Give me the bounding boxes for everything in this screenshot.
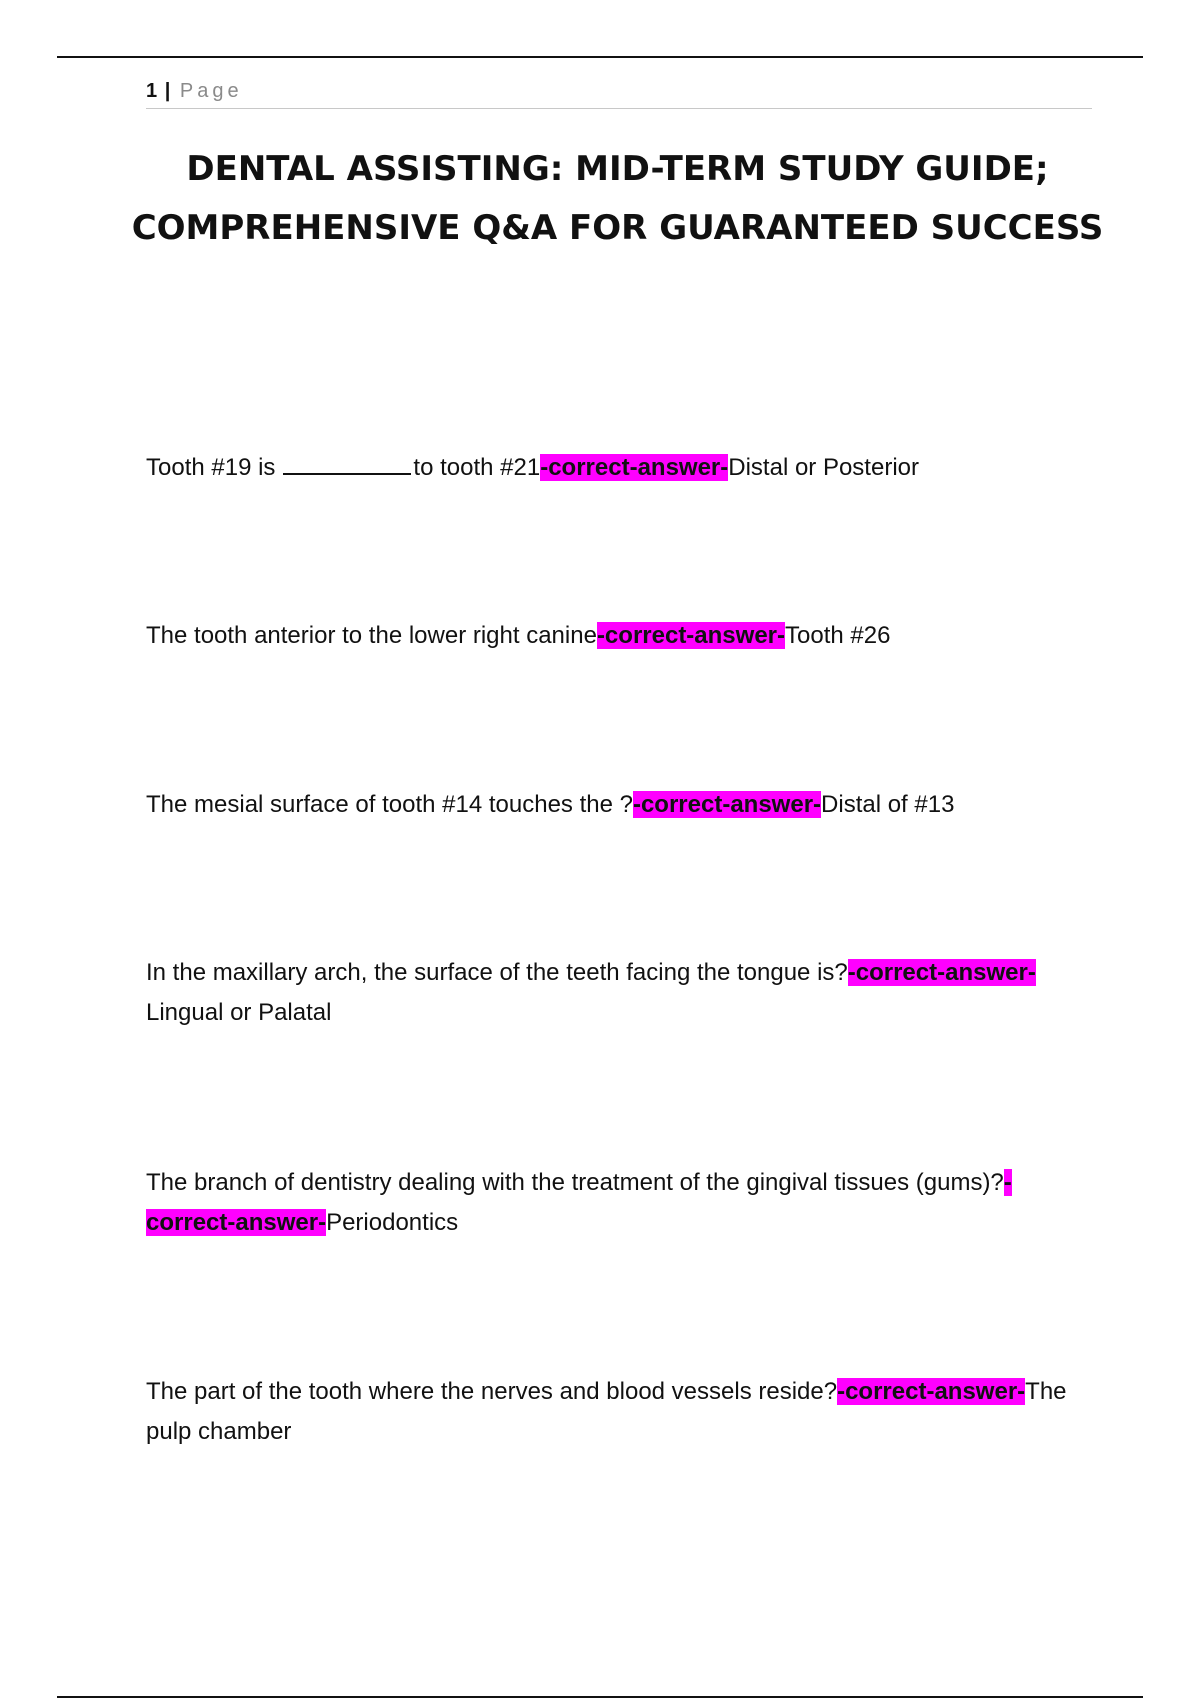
answer-text: Tooth #26 [785,622,891,649]
document-title: DENTAL ASSISTING: MID-TERM STUDY GUIDE; COMPREHENSIVE Q&A FOR GUARANTEED SUCCESS [131,149,1104,248]
answer-text: The pulp chamber [146,1378,1067,1445]
question-text: The mesial surface of tooth #14 touches the ? [146,791,633,818]
bottom-rule [57,1696,1143,1698]
top-rule [57,56,1143,58]
answer-marker: -correct-answer- [632,791,822,818]
fill-in-blank [283,451,411,475]
qa-item-4 [146,953,1096,1033]
page-separator: | [164,80,171,102]
answer-marker: -correct-answer- [847,959,1036,986]
qa-item-1 [146,448,1096,488]
answer-text: Distal of #13 [821,791,955,818]
page-header [146,78,1092,109]
qa-item-2 [146,616,1096,656]
qa-item-5 [146,1163,1096,1243]
answer-marker: -correct-answer- [837,1378,1026,1405]
page-label: Page [179,80,243,102]
page-number: 1 [146,80,158,102]
answer-text: Distal or Posterior [728,454,919,481]
question-text: Tooth #19 is [146,454,276,481]
question-text: to tooth #21 [413,454,541,481]
question-text: The part of the tooth where the nerves and blood vessels reside? [146,1378,838,1405]
question-text: In the maxillary arch, the surface of the teeth facing the tongue is? [146,959,848,986]
answer-marker: -correct-answer- [146,1169,1012,1236]
answer-text: Lingual or Palatal [146,999,332,1026]
answer-text: Periodontics [326,1209,459,1236]
question-text: The tooth anterior to the lower right canine [146,622,597,649]
answer-marker: -correct-answer- [540,454,729,481]
answer-marker: -correct-answer- [596,622,785,649]
question-text: The branch of dentistry dealing with the treatment of the gingival tissues (gums)? [146,1169,1004,1196]
qa-item-3 [146,785,1096,825]
qa-item-6 [146,1372,1096,1452]
